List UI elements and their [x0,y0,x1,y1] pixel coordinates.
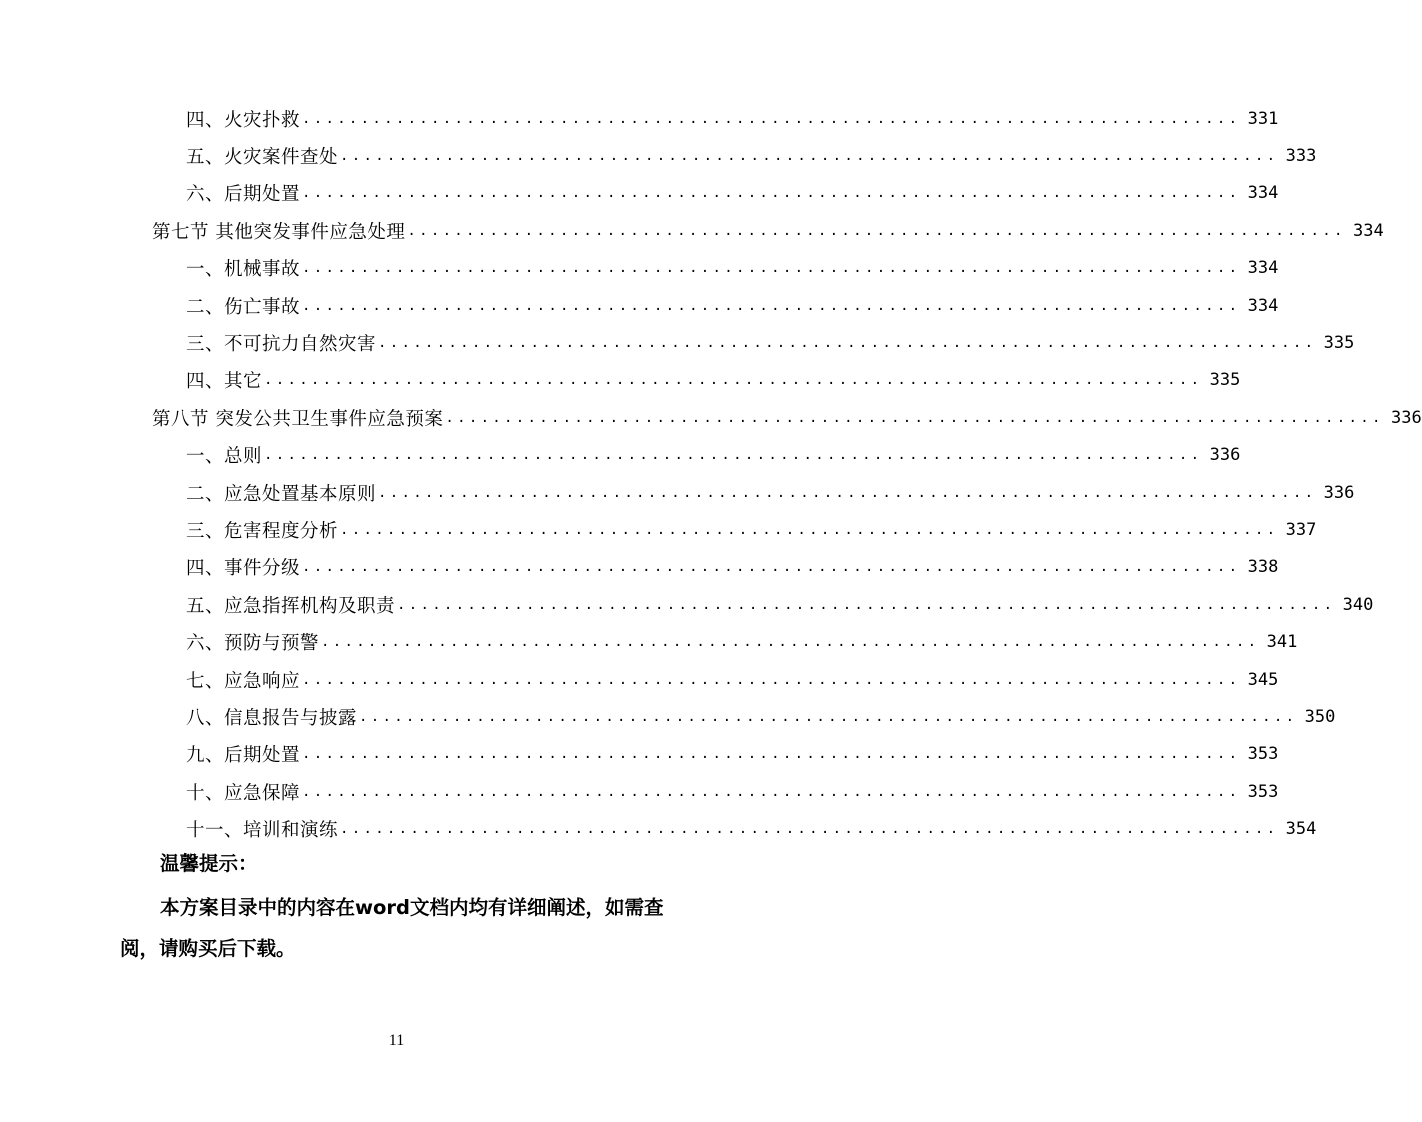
toc-section-entry[interactable] [0,399,1422,436]
toc-entry-label: 五、应急指挥机构及职责 [186,595,396,617]
toc-leader-dots: ................................................................................ [302,260,1241,277]
toc-leader-dots: ................................................................................ [302,746,1241,763]
toc-entry[interactable] [0,287,1279,324]
toc-entry-page: 334 [1247,295,1279,316]
toc-entry-page: 336 [1390,407,1422,428]
toc-entry[interactable] [0,623,1298,660]
toc-entry-page: 336 [1209,445,1241,466]
toc-entry-label: 七、应急响应 [186,670,301,692]
toc-entry-label: 一、机械事故 [186,259,301,281]
toc-leader-dots: ................................................................................ [264,372,1203,389]
page-number: 11 [388,1032,405,1049]
toc-leader-dots: ................................................................................ [378,335,1317,352]
toc-entry-label: 二、伤亡事故 [186,296,301,318]
toc-entry[interactable] [0,362,1241,399]
toc-leader-dots: ................................................................................ [359,708,1298,725]
toc-entry[interactable] [0,175,1279,212]
toc-leader-dots: ................................................................................ [407,222,1346,239]
toc-entry-label: 三、不可抗力自然灾害 [186,334,377,356]
toc-entry-label: 十、应急保障 [186,782,301,804]
toc-entry-page: 345 [1247,669,1279,690]
toc-entry-page: 354 [1285,819,1317,840]
toc-entry[interactable] [0,810,1317,847]
toc-entry-label: 十一、培训和演练 [186,820,339,842]
toc-entry-label: 第七节 其他突发事件应急处理 [152,221,406,243]
toc-entry-page: 340 [1342,594,1374,615]
toc-entry-page: 335 [1209,370,1241,391]
toc-leader-dots: ................................................................................ [302,185,1241,202]
toc-entry-page: 334 [1247,183,1279,204]
toc-leader-dots: ................................................................................ [302,783,1241,800]
toc-entry[interactable] [0,736,1279,773]
toc-entry-label: 第八节 突发公共卫生事件应急预案 [152,408,444,430]
toc-entry-label: 五、火灾案件查处 [186,147,339,169]
toc-leader-dots: ................................................................................ [397,596,1336,613]
toc-leader-dots: ................................................................................ [378,484,1317,501]
toc-entry[interactable] [0,698,1336,735]
toc-entry-label: 六、后期处置 [186,184,301,206]
toc-entry-page: 341 [1266,632,1298,653]
toc-entry[interactable] [0,661,1279,698]
toc-entry-label: 八、信息报告与披露 [186,707,358,729]
toc-entry-page: 333 [1285,146,1317,167]
toc-entry-label: 四、其它 [186,371,263,393]
toc-entry[interactable] [0,586,1374,623]
toc-entry[interactable] [0,100,1279,137]
toc-entry-label: 四、事件分级 [186,558,301,580]
toc-entry[interactable] [0,437,1241,474]
toc-leader-dots: ................................................................................ [302,110,1241,127]
toc-entry-page: 331 [1247,108,1279,129]
toc-entry[interactable] [0,474,1355,511]
toc-leader-dots: ................................................................................ [340,521,1279,538]
toc-leader-dots: ................................................................................ [302,559,1241,576]
toc-entry-page: 337 [1285,519,1317,540]
toc-leader-dots: ................................................................................ [302,671,1241,688]
tip-title: 温馨提示： [160,852,258,875]
toc-entry-page: 334 [1352,220,1384,241]
toc-entry-page: 335 [1323,333,1355,354]
toc-entry[interactable] [0,324,1355,361]
toc-leader-dots: ................................................................................ [321,634,1260,651]
toc-entry[interactable] [0,137,1317,174]
toc-entry[interactable] [0,511,1317,548]
toc-entry[interactable] [0,250,1279,287]
toc-entry-page: 353 [1247,781,1279,802]
toc-entry-label: 六、预防与预警 [186,633,320,655]
toc-entry-page: 334 [1247,258,1279,279]
toc-entry-page: 338 [1247,557,1279,578]
toc-entry-label: 二、应急处置基本原则 [186,483,377,505]
table-of-contents [0,100,1422,848]
toc-entry-page: 350 [1304,706,1336,727]
toc-entry-page: 353 [1247,744,1279,765]
toc-entry[interactable] [0,773,1279,810]
tip-body: 本方案目录中的内容在word文档内均有详细阐述，如需查阅，请购买后下载。 [120,896,664,960]
toc-entry-page: 336 [1323,482,1355,503]
toc-leader-dots: ................................................................................ [340,148,1279,165]
toc-entry-label: 四、火灾扑救 [186,109,301,131]
toc-leader-dots: ................................................................................ [264,447,1203,464]
toc-entry[interactable] [0,549,1279,586]
toc-entry-label: 三、危害程度分析 [186,520,339,542]
toc-entry-label: 一、总则 [186,446,263,468]
toc-section-entry[interactable] [0,212,1384,249]
toc-leader-dots: ................................................................................ [445,409,1384,426]
toc-leader-dots: ................................................................................ [340,821,1279,838]
toc-leader-dots: ................................................................................ [302,297,1241,314]
toc-entry-label: 九、后期处置 [186,745,301,767]
